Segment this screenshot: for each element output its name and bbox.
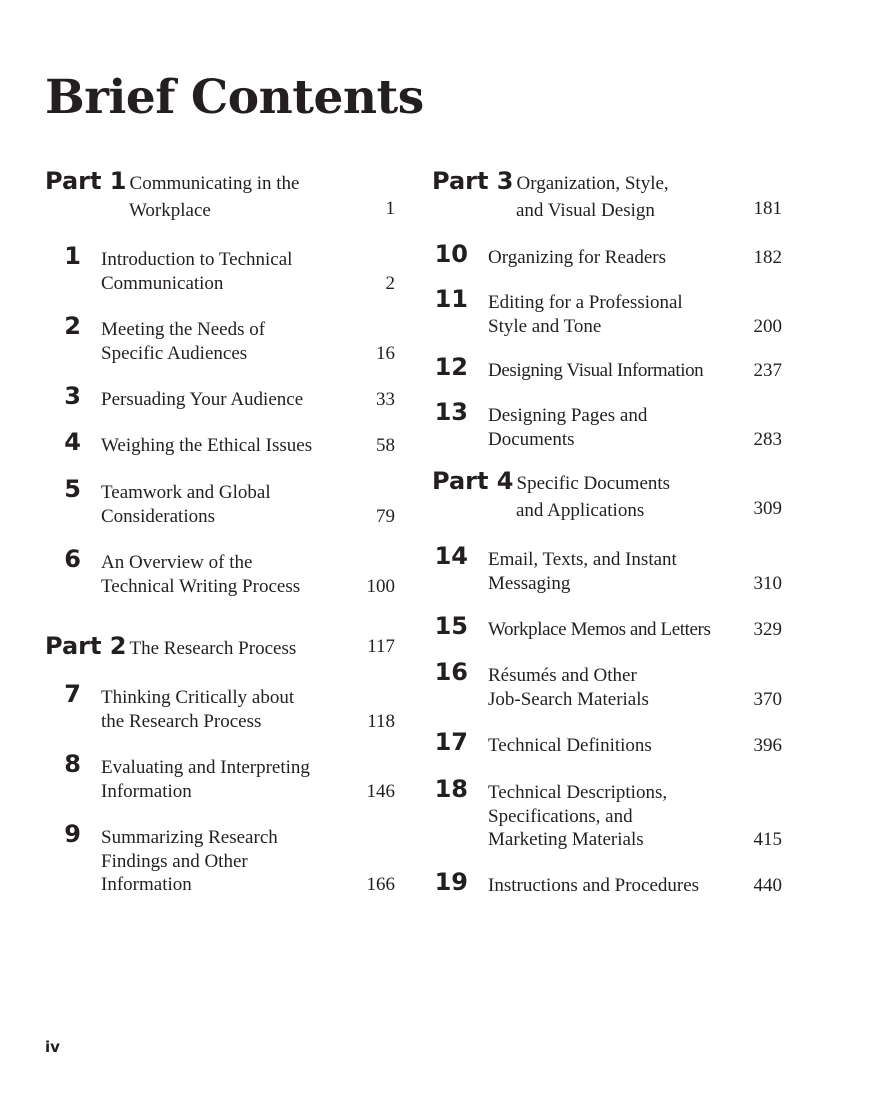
chapter-page-number: 33 (376, 389, 395, 410)
chapter-page-number: 200 (753, 315, 782, 337)
chapter-title-line: Designing Visual Information (488, 360, 704, 381)
chapter-title-line: Technical Descriptions, (488, 782, 668, 803)
chapter-number: 16 (434, 658, 468, 686)
chapter-page-number: 396 (753, 735, 782, 756)
chapter-number: 12 (434, 353, 468, 381)
chapter-number: 4 (64, 428, 81, 456)
chapter-title-line: Editing for a Professional (488, 292, 683, 313)
chapter-number: 3 (64, 382, 81, 410)
chapter-title-line: Style and Tone (488, 315, 602, 337)
chapter-title-line: Designing Pages and (488, 405, 648, 426)
chapter-number: 11 (434, 285, 468, 313)
chapter-number: 10 (434, 240, 468, 268)
part-page-number: 181 (753, 198, 782, 219)
part-page-number: 309 (753, 498, 782, 519)
chapter-title-line: Workplace Memos and Letters (488, 619, 711, 640)
chapter-title-line: Persuading Your Audience (101, 389, 304, 410)
chapter-number: 6 (64, 545, 81, 573)
chapter-title-line: Communication (101, 272, 224, 294)
chapter-page-number: 118 (367, 710, 395, 732)
part-title-line: Communicating in the (129, 173, 300, 194)
chapter-page-number: 16 (376, 342, 395, 364)
chapter-title-line: Meeting the Needs of (101, 319, 266, 340)
chapter-title-line: Marketing Materials (488, 829, 644, 850)
chapter-title-line: Teamwork and Global (101, 482, 271, 503)
chapter-title-line: Technical Writing Process (101, 575, 301, 597)
part-label: Part 3 (432, 167, 514, 195)
chapter-title-line: Considerations (101, 505, 215, 527)
part-title-line: Workplace (129, 200, 211, 221)
chapter-page-number: 415 (753, 829, 782, 850)
part-page-number: 1 (385, 198, 395, 219)
chapter-number: 1 (64, 242, 81, 270)
chapter-title-line: Weighing the Ethical Issues (101, 435, 313, 456)
chapter-title-line: the Research Process (101, 710, 262, 732)
chapter-title-line: Job-Search Materials (488, 688, 649, 710)
chapter-title-line: Email, Texts, and Instant (488, 549, 677, 570)
chapter-page-number: 237 (753, 360, 782, 381)
chapter-page-number: 440 (753, 875, 782, 896)
chapter-title-line: Information (101, 874, 192, 895)
chapter-title-line: Organizing for Readers (488, 247, 666, 268)
chapter-number: 19 (434, 868, 468, 896)
chapter-title-line: Introduction to Technical (101, 249, 293, 270)
part-title-line: The Research Process (129, 638, 297, 659)
chapter-page-number: 146 (366, 780, 395, 802)
chapter-page-number: 166 (366, 874, 395, 895)
part-title-line: Organization, Style, (516, 173, 669, 194)
chapter-title-line: Messaging (488, 572, 571, 594)
chapter-number: 2 (64, 312, 81, 340)
chapter-number: 8 (64, 750, 81, 778)
chapter-title-line: Summarizing Research (101, 827, 278, 848)
footer-page-number: iv (45, 1038, 60, 1056)
chapter-number: 7 (64, 680, 81, 708)
chapter-page-number: 370 (753, 688, 782, 710)
chapter-number: 17 (434, 728, 468, 756)
chapter-page-number: 100 (366, 575, 395, 597)
page-title: Brief Contents (45, 70, 424, 125)
chapter-number: 15 (434, 612, 468, 640)
chapter-page-number: 2 (385, 272, 395, 294)
chapter-page-number: 329 (753, 619, 782, 640)
part-title-line: and Visual Design (516, 200, 655, 221)
chapter-title-line: Specifications, and (488, 805, 633, 827)
chapter-number: 9 (64, 820, 81, 848)
chapter-title-line: Résumés and Other (488, 665, 637, 686)
part-title-line: and Applications (516, 500, 645, 521)
chapter-title-line: Thinking Critically about (101, 687, 295, 708)
part-label: Part 2 (45, 632, 127, 660)
part-heading (45, 168, 395, 224)
part-heading (432, 468, 782, 524)
part-page-number: 117 (367, 636, 395, 657)
chapter-title-line: Specific Audiences (101, 342, 248, 364)
part-title-line: Specific Documents (516, 473, 671, 494)
chapter-title-line: Instructions and Procedures (488, 875, 700, 896)
chapter-title-line: Findings and Other (101, 850, 248, 872)
chapter-number: 13 (434, 398, 468, 426)
part-label: Part 1 (45, 167, 127, 195)
part-label: Part 4 (432, 467, 514, 495)
chapter-page-number: 79 (376, 505, 395, 527)
chapter-number: 5 (64, 475, 81, 503)
chapter-number: 14 (434, 542, 468, 570)
part-heading (432, 168, 782, 224)
chapter-page-number: 283 (753, 428, 782, 450)
part-heading (45, 633, 395, 662)
chapter-page-number: 182 (753, 247, 782, 268)
chapter-title-line: Evaluating and Interpreting (101, 757, 310, 778)
chapter-title-line: An Overview of the (101, 552, 253, 573)
chapter-title-line: Information (101, 780, 192, 802)
chapter-page-number: 58 (376, 435, 395, 456)
chapter-number: 18 (434, 775, 468, 803)
chapter-page-number: 310 (753, 572, 782, 594)
chapter-title-line: Documents (488, 428, 575, 450)
chapter-title-line: Technical Definitions (488, 735, 652, 756)
